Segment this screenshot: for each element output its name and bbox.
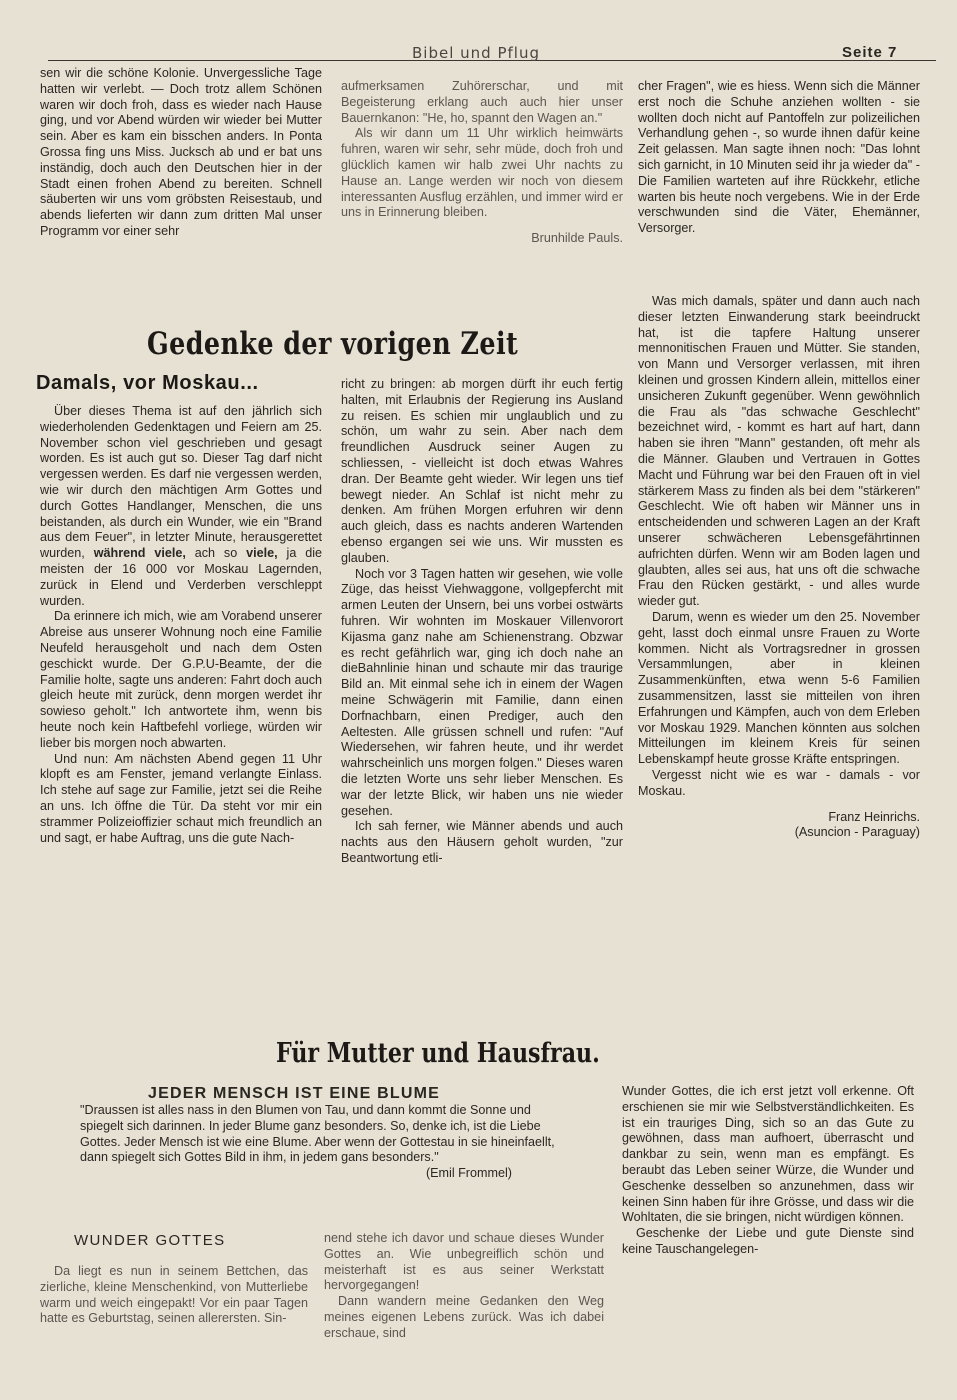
quote-author: (Emil Frommel) — [425, 1166, 512, 1181]
bold-phrase-viele: viele, — [246, 546, 278, 561]
article1-col1-p1-text: Über dieses Thema ist auf den jährlich sich wiederholenden Gedenktagen und Feiern am 25. November schon viel geschrieben und gesagt worden. Es ist auch gut so. Dieser Tag darf nicht vergessen werden. Es darf nie vergessen werden, wie wir durch den mächtigen Arm Gottes und durch Gottes Handlanger, Menschen, die uns beistanden, als durch ein Wunder, wie ein "Brand aus dem Feuer", in letzter Minute, herausgerettet wurden, — [40, 404, 322, 561]
top-col2-text: aufmerksamen Zuhörerschar, und mit Begeisterung erklang auch auch hier unser Bauernkanon: "He, ho, spannt den Wagen an." — [341, 79, 623, 125]
article1-col2-p2: Noch vor 3 Tagen hatten wir gesehen, wie volle Züge, das heisst Viehwaggone, vollgepfercht mit armen Leuten der Unsern, bei uns vorbei ostwärts fuhren. Wir wohnten im Moskauer Villenvorort Kijasma ganz nahe am Schienenstrang. Obzwar es recht gefährlich war, ging ich doch nahe an dieBahnlinie hinan und schaute mir das traurige Bild an. Mit einmal sehe ich in einem der Wagen meine Schwägerin mit Familie, dann einen Dorfnachbarn, einen Prediger, auch den Aeltesten. Alle grüssen schnell und rufen: "Auf Wiedersehen, wir fahren heute, und ihr werdet wahrscheinlich uns morgen folgen." Dieses waren die letzten Worte uns sehr lieber Menschen. Es war der letzte Blick, wir haben uns nie wieder gesehen. — [341, 566, 623, 818]
article2-col2-p2: Dann wandern meine Gedanken den Weg meines eigenen Lebens zurück. Was ich dabei erschaue, sind — [324, 1294, 604, 1340]
section-headline-mutter: Für Mutter und Hausfrau. — [276, 1038, 600, 1069]
top-col3-text: cher Fragen", wie es hiess. Wenn sich die Männer erst noch die Schuhe anziehen wollten - sie wollten doch nicht auf Pantoffeln zur polizeilichen Verhandlung gehen -, so wurde ihnen dafür keine Zeit gelassen. Man sagte ihnen noch: "Das lohnt sich garnicht, in 10 Minuten seid ihr ja wieder da" - Die Familien warteten auf ihre Rückkehr, etliche warten bis heute noch vergebens. Wie in der Erde verschwunden sind die Väter, Ehemänner, Versorger. — [638, 79, 920, 236]
article1-col1-p3: Und nun: Am nächsten Abend gegen 11 Uhr klopft es am Fenster, jemand verlangte Einlass. Ich stehe auf sage zur Familie, jetzt sei die Reihe an uns. Ich öffne die Tür. Da steht vor mir ein strammer Polizeioffizier schaut mich freundlich an und sagt, er habe Auftrag, uns die gute Nach- — [40, 751, 322, 845]
article1-col3-p2: Darum, wenn es wieder um den 25. November geht, lasst doch einmal unsre Frauen zu Worte kommen. Nicht als Vortragsredner in grossen Versammlungen, aber in kleinen Zusammenkünften, etwa wenn 5-6 Familien zusammensitzen, lasst sie mitteilen von ihren Erfahrungen und Kämpfen, auch von dem Erleben vor Moskau 1929. Manchen könnten aus solchen Mitteilungen im kleinem Kreis für seinen Lebenskampf heute grosse Kräfte entspringen. — [638, 609, 920, 767]
article-headline-gedenke: Gedenke der vorigen Zeit — [147, 326, 519, 362]
subheadline-blume: JEDER MENSCH IST EINE BLUME — [148, 1085, 440, 1102]
article2-column-2 — [324, 1231, 604, 1342]
article2-col2-p1: nend stehe ich davor und schaue dieses Wunder Gottes an. Wie unbegreiflich schön und meisterhaft ist es aus seiner Werkstatt hervorgegangen! — [324, 1231, 604, 1293]
quote-text: "Draussen ist alles nass in den Blumen von Tau, und dann kommt die Sonne und spiegelt sich darinnen. In jeder Blume ganz besonders. So, denke ich, ist die Liebe Gottes. Jeder Mensch ist wie eine Blume. Aber wenn der Gottestau in sie hineinfaellt, dann spiegelt sich Gottes Bild in ihm, in jedem gans besonders." — [80, 1103, 555, 1165]
article1-col3-p3: Vergesst nicht wie es war - damals - vor Moskau. — [638, 767, 920, 798]
author-signature-heinrichs: Franz Heinrichs. — [828, 809, 920, 824]
article1-col1-p1-end: ja die meisten der 16 000 vor Moskau Lagernden, zurück in Elend und Verderben verschleppt wurden. — [40, 546, 323, 608]
page-number: Seite 7 — [842, 44, 898, 61]
article2-column-1 — [40, 1264, 308, 1327]
top-col2-text-2: Als wir dann um 11 Uhr wirklich heimwärts fuhren, waren wir sehr, sehr müde, doch froh und glücklich kamen wir halb zwei Uhr nachts zu Hause an. Lange werden wir noch von diesem interessanten Ausflug erzählen, und immer wird er uns in Erinnerung bleiben. — [341, 126, 623, 220]
article2-col3-p2: Geschenke der Liebe und gute Dienste sind keine Tauschangelegen- — [622, 1226, 914, 1256]
top-column-1 — [40, 66, 322, 240]
bold-phrase-waehrend: während viele, — [93, 546, 186, 561]
article1-column-3 — [638, 294, 920, 841]
top-column-3 — [638, 79, 920, 237]
article1-col1-mid: ach so — [185, 546, 247, 561]
article2-col1-text: Da liegt es nun in seinem Bettchen, das zierliche, kleine Menschenkind, von Mutterliebe warm und weich eingepakt! Vor ein paar Tagen hatte es Geburtstag, seinen allerersten. Sin- — [40, 1264, 308, 1326]
subheadline-wunder: WUNDER GOTTES — [74, 1232, 226, 1249]
article1-col2-p1: richt zu bringen: ab morgen dürft ihr euch fertig halten, mit Erlaubnis der Regierung ins Ausland zu reisen. Es schien mir unglaublich und zu schön, um wahr zu sein. Aber nach dem freundlichen Ausdruck seiner Augen zu schliessen, - vielleicht ist doch etwas Wahres dran. Der Beamte geht wieder. Wir legen uns tief bewegt nieder. An Schlaf ist nicht mehr zu denken. Am frühen Morgen erfuhren wir denn auch gleich, dass es nachts anderen Wartenden ebenso ergangen sei wie uns. Wir mussten es glauben. — [341, 377, 623, 565]
header-title: Bibel und Pflug — [412, 44, 540, 62]
article1-col2-p3: Ich sah ferner, wie Männer abends und auch nachts aus den Häusern geholt wurden, "zur Beantwortung etli- — [341, 819, 623, 865]
article1-column-1 — [40, 404, 322, 846]
article1-col1-p1 — [40, 404, 322, 609]
article1-column-2 — [341, 377, 623, 867]
quote-block — [80, 1103, 562, 1182]
author-signature-pauls: Brunhilde Pauls. — [531, 231, 623, 246]
article-subheadline-moskau: Damals, vor Moskau... — [36, 372, 259, 394]
article2-col3-p1: Wunder Gottes, die ich erst jetzt voll erkenne. Oft erschienen sie mir wie Selbstverständlichkeiten. Es ist ein trauriges Ding, sich so an das Gute zu gewöhnen, dass man aufhoert, überrascht und dankbar zu sein, wenn man es empfängt. Es beraubt das Leben seiner Würze, die Wunder und Geschenke desselben so anzunehmen, dass wir keinen Sinn haben für ihre Grösse, und dass wir die Wohltaten, die sie bringen, nicht würdigen können. — [622, 1084, 914, 1225]
article2-column-3 — [622, 1084, 914, 1258]
top-col1-text: sen wir die schöne Kolonie. Unvergessliche Tage hatten wir verlebt. — Doch trotz allem Schönen waren wir doch froh, dass es wieder nach Hause ging, und vor Abend würden wir wieder bei Mutter sein. Aber es kam ein bisschen anders. In Ponta Grossa fing uns Miss. Jucksch ab und er bat uns inständig, doch auch den Deutschen hier in der Stadt einen frohen Abend zu bereiten. Schnell säuberten wir uns vom gröbsten Reisestaub, und abends lieferten wir dann zum dritten Mal unser Programm vor einer sehr — [40, 66, 322, 238]
author-location: (Asuncion - Paraguay) — [794, 825, 920, 840]
top-column-2 — [341, 79, 623, 247]
article1-col3-p1: Was mich damals, später und dann auch nach dieser letzten Einwanderung stark beeindruckt hat, ist die tapfere Haltung unserer mennonitischen Frauen und Mütter. Sie standen, von Mann und Versorger verlassen, mit ihren kleinen und grossen Kindern allein, mittellos einer unsicheren Zukunft gegenüber. Wenn gewöhnlich die Frau als "das schwache Geschlecht" bezeichnet wird, - kommt es hart auf hart, dann haben sie ihren "Mann" gestanden, oft mehr als die Männer. Glauben und Vertrauen in Gottes Macht und Führung war bei den Frauen oft in viel stärkerem Mass zu finden als bei dem "stärkeren" Geschlecht. Wie oft haben wir Männer uns in entscheidenden und schweren Lagen an der Kraft unserer schwächeren Lebensgefährtinnen aufrichten dürfen. Wenn wir am Boden lagen und glaubten, alles sei aus, hat uns oft die schwache Frau den Rücken gestärkt, - und alles wurde wieder gut. — [638, 294, 920, 609]
article1-col1-p2: Da erinnere ich mich, wie am Vorabend unserer Abreise aus unserer Wohnung noch eine Familie Neufeld herausgeholt und nach dem Osten geschickt wurde. Der G.P.U-Beamte, der die Familie holte, sagte uns anderen: Fahrt doch auch gleich heute mit zurück, denn morgen werdet ihr sowieso geholt." Ich antwortete ihm, wenn bis heute noch kein Haftbefehl vorliege, würden wir lieber bis morgen noch abwarten. — [40, 609, 322, 750]
